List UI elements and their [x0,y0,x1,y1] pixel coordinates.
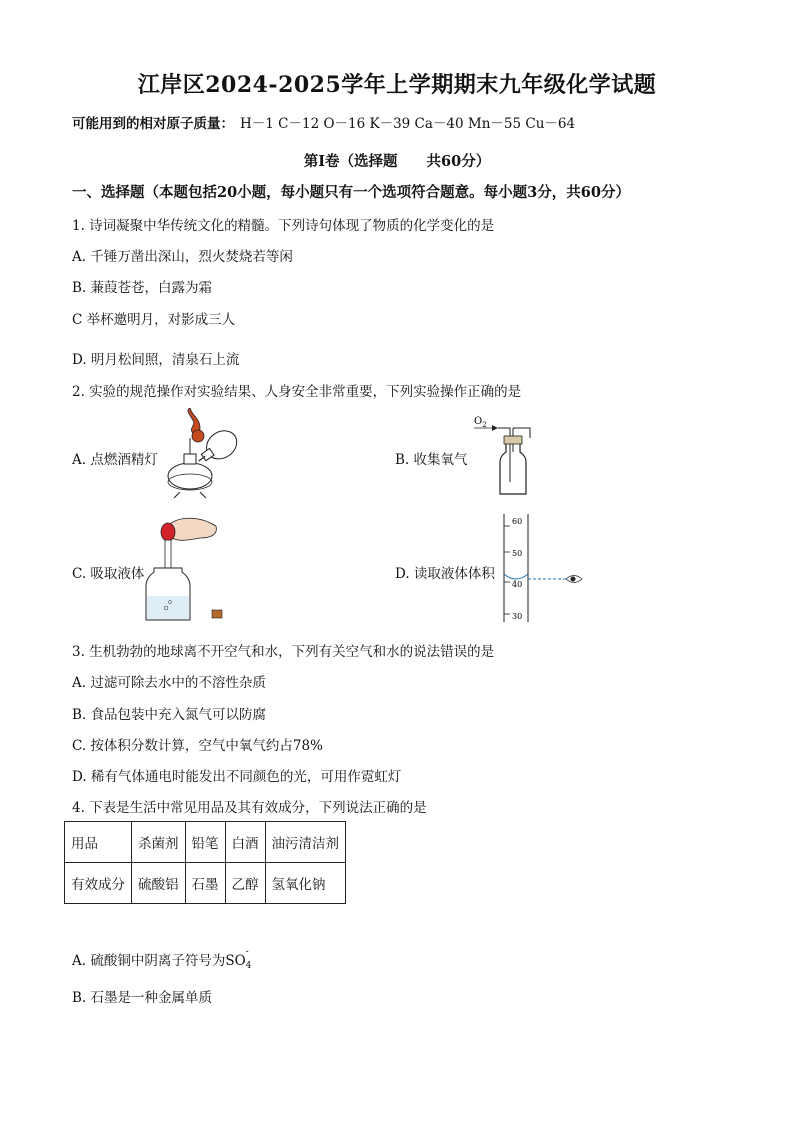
so4-subscript: 4 [245,961,252,971]
question-2-stem: 2. 实验的规范操作对实验结果、人身安全非常重要，下列实验操作正确的是 [72,384,522,400]
table-cell: 油污清洁剂 [265,822,346,863]
page-title: 江岸区2024-2025学年上学期期末九年级化学试题 [137,72,657,98]
cylinder-tick-60: 60 [512,517,523,526]
figure-gas-bottle [470,412,550,498]
figure-graduated-cylinder [496,512,588,624]
cylinder-tick-30: 30 [512,612,523,621]
q3-option-b: B. 食品包装中充入氮气可以防腐 [72,707,267,723]
q2-option-c: C. 吸取液体 [72,566,145,582]
table-cell: 氢氧化钠 [265,863,346,904]
cylinder-tick-50: 50 [512,549,523,558]
table-cell: 白酒 [225,822,265,863]
part-one-heading: 一、选择题（本题包括20小题，每小题只有一个选项符合题意。每小题3分，共60分） [72,184,630,201]
o2-label: $O_2$ [474,416,487,429]
table-cell: 杀菌剂 [132,822,186,863]
q3-option-c: C. 按体积分数计算，空气中氧气约占78% [72,738,323,754]
question-4-stem: 4. 下表是生活中常见用品及其有效成分，下列说法正确的是 [72,800,427,816]
q1-option-d: D. 明月松间照，清泉石上流 [72,352,240,368]
question-3-stem: 3. 生机勃勃的地球离不开空气和水，下列有关空气和水的说法错误的是 [72,644,495,660]
q3-option-a: A. 过滤可除去水中的不溶性杂质 [72,675,266,691]
q1-option-c: C 举杯邀明月，对影成三人 [72,312,236,328]
table-cell: 用品 [65,822,132,863]
table-cell: 石墨 [185,863,225,904]
table-row [65,822,346,863]
q1-option-a: A. 千锤万凿出深山，烈火焚烧若等闲 [72,249,293,265]
q2-option-d: D. 读取液体体积 [395,566,495,582]
table-cell: 乙醇 [225,863,265,904]
q3-option-d: D. 稀有气体通电时能发出不同颜色的光，可用作霓虹灯 [72,769,402,785]
q4-option-a [72,949,254,969]
table-cell: 有效成分 [65,863,132,904]
atomic-masses-values: H－1 C－12 O－16 K－39 Ca－40 Mn－55 Cu－64 [240,116,576,132]
cylinder-tick-40: 40 [512,580,523,589]
table-cell: 铅笔 [185,822,225,863]
volume-title: 第Ⅰ卷（选择题 共60分） [303,153,491,170]
table-row [65,863,346,904]
components-table [64,821,346,904]
q1-option-b: B. 蒹葭苍苍，白露为霜 [72,280,213,296]
so4-superscript: - [245,947,249,957]
atomic-masses-label: 可能用到的相对原子质量： [72,116,234,132]
atomic-masses [72,112,575,132]
q4-option-a-text: A. 硫酸铜中阴离子符号为SO [72,953,246,969]
figure-alcohol-lamp [160,408,246,500]
question-1-stem: 1. 诗词凝聚中华传统文化的精髓。下列诗句体现了物质的化学变化的是 [72,218,495,234]
figure-dropper [140,512,240,624]
q4-option-b: B. 石墨是一种金属单质 [72,990,213,1006]
table-cell: 硫酸铝 [132,863,186,904]
q2-option-b: B. 收集氧气 [395,452,468,468]
q2-option-a: A. 点燃酒精灯 [72,452,158,468]
